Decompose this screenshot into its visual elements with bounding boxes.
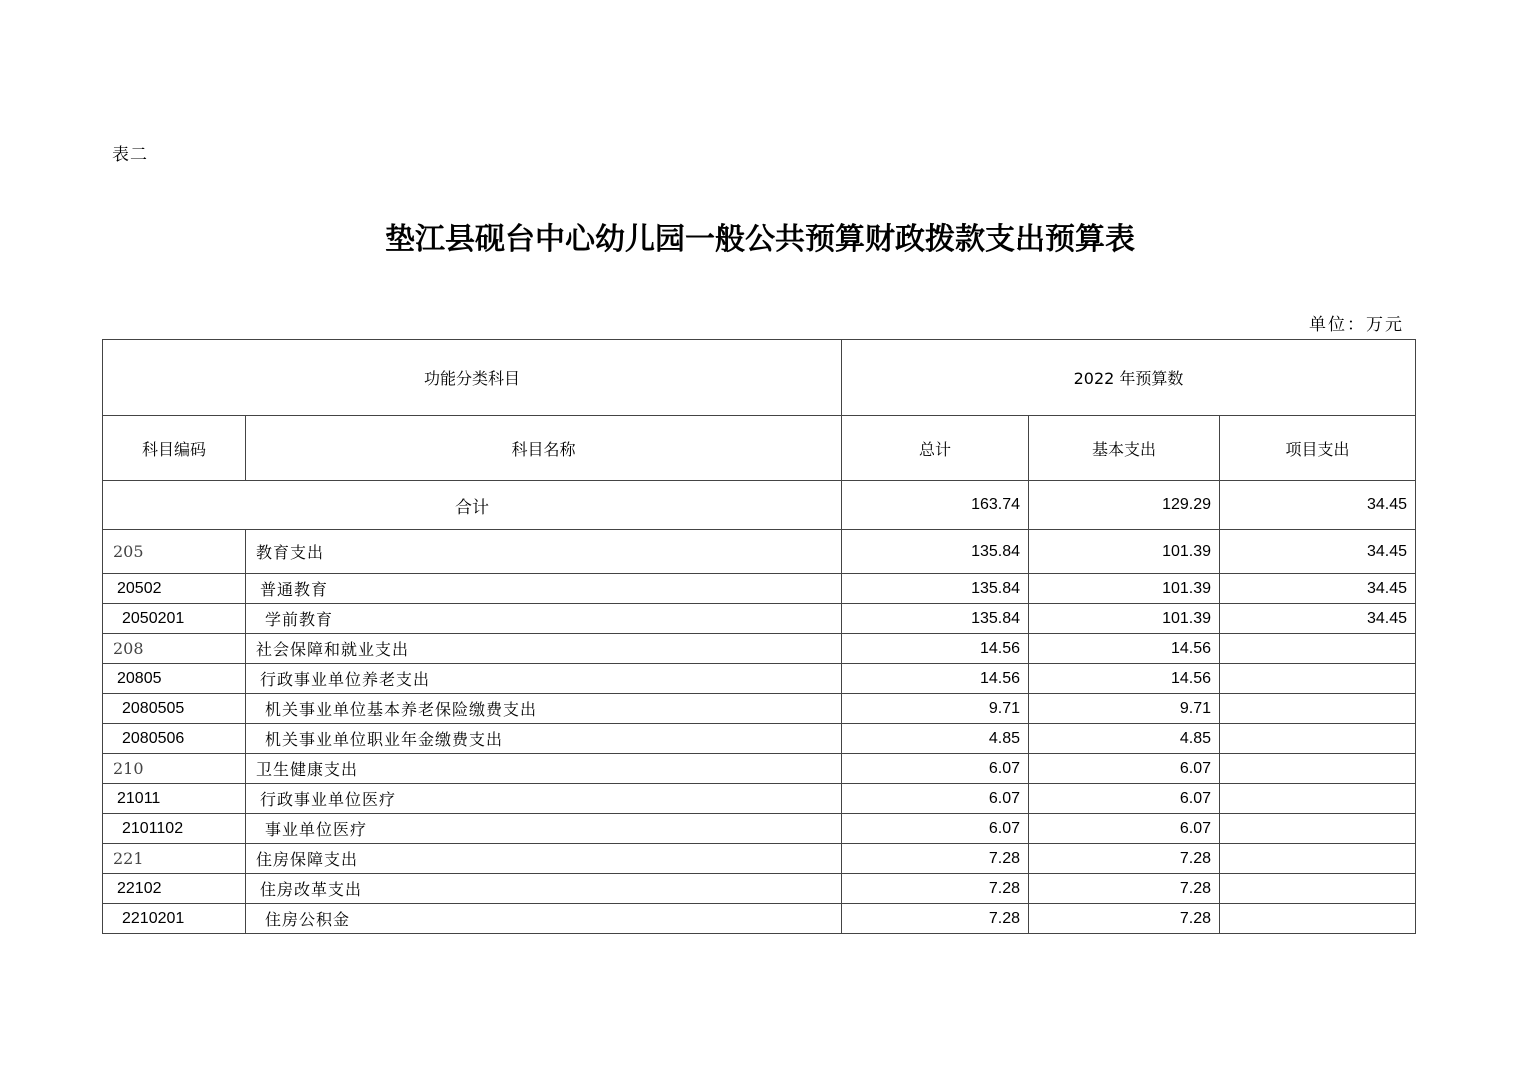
row-name: 机关事业单位职业年金缴费支出 <box>246 724 842 754</box>
table-row <box>103 634 1416 664</box>
row-basic: 14.56 <box>1029 634 1220 664</box>
row-project: 34.45 <box>1220 574 1416 604</box>
row-total: 7.28 <box>842 844 1029 874</box>
header-function-classification: 功能分类科目 <box>103 340 842 416</box>
table-row <box>103 874 1416 904</box>
row-total: 135.84 <box>842 530 1029 574</box>
row-project: 34.45 <box>1220 530 1416 574</box>
row-total: 9.71 <box>842 694 1029 724</box>
row-project <box>1220 754 1416 784</box>
row-project <box>1220 874 1416 904</box>
table-row <box>103 904 1416 934</box>
table-row <box>103 844 1416 874</box>
row-code: 21011 <box>103 784 246 814</box>
row-code: 2050201 <box>103 604 246 634</box>
table-row <box>103 724 1416 754</box>
row-code: 221 <box>103 844 246 874</box>
row-basic: 101.39 <box>1029 530 1220 574</box>
row-total: 4.85 <box>842 724 1029 754</box>
row-project <box>1220 814 1416 844</box>
row-total: 6.07 <box>842 784 1029 814</box>
row-code: 205 <box>103 530 246 574</box>
row-code: 20502 <box>103 574 246 604</box>
document-title: 垫江县砚台中心幼儿园一般公共预算财政拨款支出预算表 <box>385 222 1135 257</box>
row-code: 2101102 <box>103 814 246 844</box>
row-name: 事业单位医疗 <box>246 814 842 844</box>
summary-total: 163.74 <box>842 481 1029 530</box>
summary-label: 合计 <box>103 481 842 530</box>
summary-basic: 129.29 <box>1029 481 1220 530</box>
row-name: 社会保障和就业支出 <box>246 634 842 664</box>
header-code: 科目编码 <box>103 416 246 481</box>
summary-row <box>103 481 1416 530</box>
row-code: 2080506 <box>103 724 246 754</box>
row-basic: 101.39 <box>1029 574 1220 604</box>
row-name: 行政事业单位医疗 <box>246 784 842 814</box>
header-basic: 基本支出 <box>1029 416 1220 481</box>
row-name: 住房改革支出 <box>246 874 842 904</box>
row-name: 行政事业单位养老支出 <box>246 664 842 694</box>
row-total: 135.84 <box>842 604 1029 634</box>
row-basic: 14.56 <box>1029 664 1220 694</box>
header-project: 项目支出 <box>1220 416 1416 481</box>
table-row <box>103 784 1416 814</box>
row-name: 住房公积金 <box>246 904 842 934</box>
table-label: 表二 <box>112 145 148 165</box>
table-row <box>103 754 1416 784</box>
table-row <box>103 694 1416 724</box>
row-project <box>1220 664 1416 694</box>
row-project <box>1220 904 1416 934</box>
row-total: 135.84 <box>842 574 1029 604</box>
row-code: 22102 <box>103 874 246 904</box>
row-name: 教育支出 <box>246 530 842 574</box>
header-total: 总计 <box>842 416 1029 481</box>
header-name: 科目名称 <box>246 416 842 481</box>
row-project <box>1220 724 1416 754</box>
row-basic: 9.71 <box>1029 694 1220 724</box>
table-row <box>103 574 1416 604</box>
row-basic: 7.28 <box>1029 844 1220 874</box>
header-budget-2022: 2022 年预算数 <box>842 340 1416 416</box>
row-total: 14.56 <box>842 634 1029 664</box>
row-total: 6.07 <box>842 754 1029 784</box>
row-project <box>1220 634 1416 664</box>
row-basic: 6.07 <box>1029 814 1220 844</box>
row-name: 住房保障支出 <box>246 844 842 874</box>
table-row <box>103 604 1416 634</box>
row-total: 14.56 <box>842 664 1029 694</box>
row-basic: 101.39 <box>1029 604 1220 634</box>
row-basic: 7.28 <box>1029 874 1220 904</box>
row-basic: 7.28 <box>1029 904 1220 934</box>
row-code: 2210201 <box>103 904 246 934</box>
row-total: 6.07 <box>842 814 1029 844</box>
row-project <box>1220 844 1416 874</box>
row-basic: 6.07 <box>1029 784 1220 814</box>
summary-project: 34.45 <box>1220 481 1416 530</box>
row-project <box>1220 694 1416 724</box>
unit-label: 单位：万元 <box>1309 315 1404 335</box>
row-name: 普通教育 <box>246 574 842 604</box>
row-basic: 4.85 <box>1029 724 1220 754</box>
row-project: 34.45 <box>1220 604 1416 634</box>
header-row-columns <box>103 416 1416 481</box>
row-name: 机关事业单位基本养老保险缴费支出 <box>246 694 842 724</box>
row-code: 20805 <box>103 664 246 694</box>
table-row <box>103 530 1416 574</box>
row-name: 学前教育 <box>246 604 842 634</box>
row-code: 2080505 <box>103 694 246 724</box>
table-row <box>103 814 1416 844</box>
row-code: 210 <box>103 754 246 784</box>
row-name: 卫生健康支出 <box>246 754 842 784</box>
header-row-group <box>103 340 1416 416</box>
row-basic: 6.07 <box>1029 754 1220 784</box>
row-code: 208 <box>103 634 246 664</box>
row-project <box>1220 784 1416 814</box>
budget-table <box>102 339 1416 934</box>
row-total: 7.28 <box>842 874 1029 904</box>
table-row <box>103 664 1416 694</box>
row-total: 7.28 <box>842 904 1029 934</box>
